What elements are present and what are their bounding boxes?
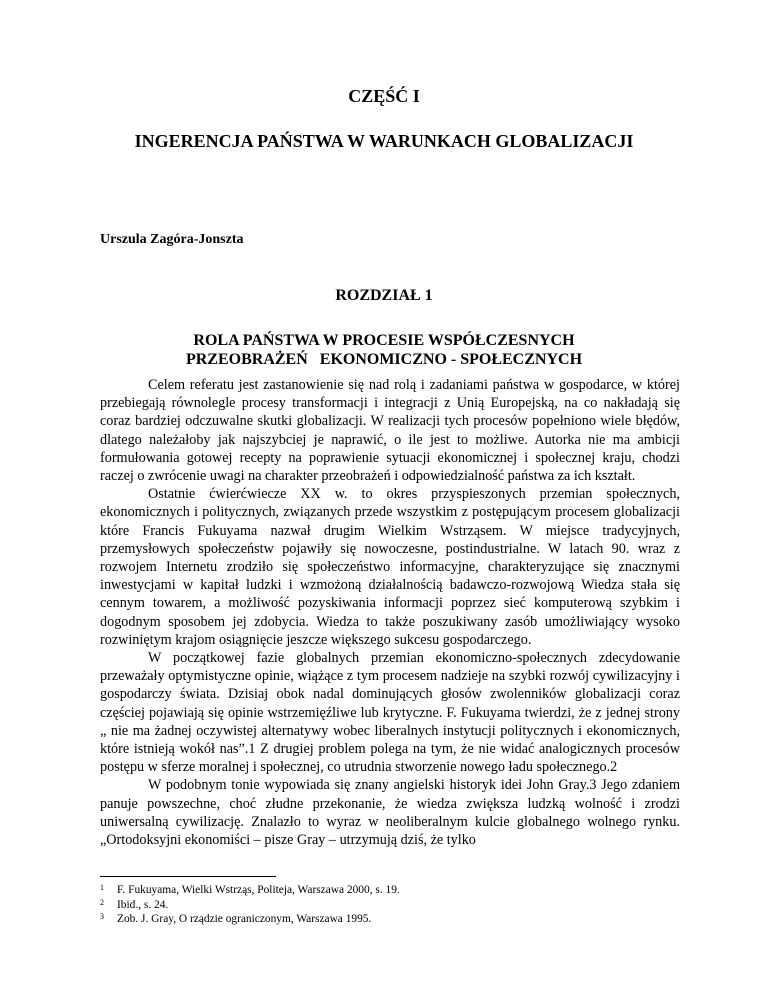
footnote-number: 2 — [100, 897, 104, 907]
paragraph: Ostatnie ćwierćwiecze XX w. to okres przyspieszonych przemian społecznych, ekonomicznych i politycznych, związanych przede wszystkim z postępującym procesem globalizacji które Francis Fukuyama nazwał drugim Wielkim Wstrząsem. W miejsce tradycyjnych, przemysłowych społeczeństw pojawiły się nowoczesne, postindustrialne. W latach 90. wraz z rozwojem Internetu zrodziło się społeczeństwo informacyjne, charakteryzujące się znacznymi inwestycjami w kapitał ludzki i wzmożoną działalnością badawczo-rozwojową Wiedza stała się cennym towarem, a możliwość pozyskiwania informacji poprzez sieć komputerową szybkim i dogodnym sposobem jej zdobycia. Wiedza to także poszukiwany zasób umożliwiający wysoko rozwiniętym krajom osiągnięcie jeszcze większego sukcesu gospodarczego. — [100, 486, 680, 648]
chapter-title — [0, 331, 768, 369]
author-name: Urszula Zagóra-Jonszta — [100, 232, 244, 247]
chapter-title-line-2: PRZEOBRAŻEŃ EKONOMICZNO - SPOŁECZNYCH — [185, 351, 583, 368]
footnote-separator — [100, 876, 276, 877]
footnote-number: 1 — [100, 883, 104, 892]
paragraph: W podobnym tonie wypowiada się znany angielski historyk idei John Gray.3 Jego zdaniem panuje powszechne, choć złudne przekonanie, że wiedza zwiększa ludzką wolność i zrodzi uniwersalną cywilizację. Znalazło to wyraz w neoliberalnym kulcie globalnego wolnego rynku. „Ortodoksyjni ekonomiści – pisze Gray – utrzymują dziś, że tylko — [100, 777, 680, 849]
part-subtitle: INGERENCJA PAŃSTWA W WARUNKACH GLOBALIZACJI — [134, 131, 634, 151]
footnote-text: Ibid., s. 24. — [117, 898, 169, 911]
footnote — [100, 883, 680, 898]
body-text — [100, 376, 680, 849]
chapter-label: ROZDZIAŁ 1 — [335, 287, 433, 304]
footnote-text: F. Fukuyama, Wielki Wstrząs, Politeja, Warszawa 2000, s. 19. — [117, 884, 400, 896]
paragraph: W początkowej fazie globalnych przemian ekonomiczno-społecznych zdecydowanie przeważały optymistyczne opinie, wiążące z tym procesem nadzieje na szybki rozwój cywilizacyjny i gospodarczy świata. Dzisiaj obok nadal dominujących głosów zwolenników globalizacji coraz częściej pojawiają się opinie wstrzemięźliwe lub krytyczne. F. Fukuyama twierdzi, że z jednej strony „ nie ma żadnej oczywistej alternatywy wobec liberalnych instytucji politycznych i ekonomicznych, które istnieją wokół nas”.1 Z drugiej problem polega na tym, że nie widać analogicznych procesów postępu w sferze moralnej i społecznej, co utrudnia stworzenie nowego ładu społecznego.2 — [100, 650, 680, 776]
footnote-text: Zob. J. Gray, O rządzie ograniczonym, Warszawa 1995. — [117, 913, 372, 926]
footnote-number: 3 — [100, 912, 104, 922]
footnote — [100, 898, 680, 913]
part-title: CZĘŚĆ I — [348, 86, 420, 106]
footnotes — [100, 883, 680, 927]
paragraph: Celem referatu jest zastanowienie się nad rolą i zadaniami państwa w gospodarce, w której przebiegają równolegle procesy transformacji i integracji z Unią Europejską, na co nakładają się coraz bardziej odczuwalne skutki globalizacji. W realizacji tych procesów popełniono wiele błędów, dlatego należałoby jak najszybciej je naprawić, o ile jest to możliwe. Autorka nie ma ambicji formułowania gotowej recepty na poprawienie sytuacji ekonomicznej i społecznej kraju, chodzi raczej o zwrócenie uwagi na charakter przeobrażeń i odpowiedzialność państwa za ich kształt. — [100, 377, 680, 485]
chapter-title-line-1: ROLA PAŃSTWA W PROCESIE WSPÓŁCZESNYCH — [193, 332, 575, 349]
footnote — [100, 912, 680, 927]
